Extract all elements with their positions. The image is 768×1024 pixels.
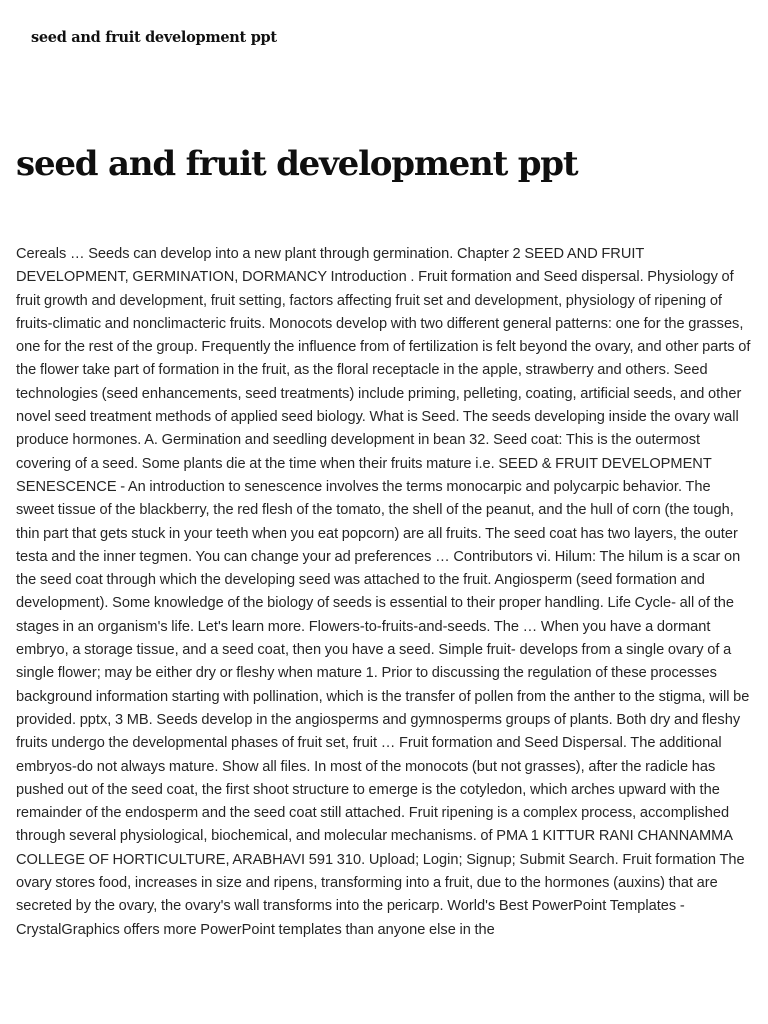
article-body: Cereals … Seeds can develop into a new plant through germination. Chapter 2 SEED AND FRUIT DEVELOPMENT, GERMINATION, DORMANCY Introduction . Fruit formation and Seed dispersal. Physiology of fruit growth and development, fruit setting, factors affecting fruit set and development, physiology of ripening of fruits-climatic and nonclimacteric fruits. Monocots develop with two different general patterns: one for the grasses, one for the rest of the group. Frequently the influence from of fertilization is felt beyond the ovary, and other parts of the flower take part of formation in the fruit, as the floral receptacle in the apple, strawberry and others. Seed technologies (seed enhancements, seed treatments) include priming, pelleting, coating, artificial seeds, and other novel seed treatment methods of applied seed biology. What is Seed. The seeds developing inside the ovary wall produce hormones. A. Germination and seedling development in bean 32. Seed coat: This is the outermost covering of a seed. Some plants die at the time when their fruits mature i.e. SEED & FRUIT DEVELOPMENT SENESCENCE - An introduction to senescence involves the terms monocarpic and polycarpic behavior. The sweet tissue of the blackberry, the red flesh of the tomato, the shell of the peanut, and the hull of corn (the tough, thin part that gets stuck in your teeth when you eat popcorn) are all fruits. The seed coat has two layers, the outer testa and the inner tegmen. You can change your ad preferences … Contributors vi. Hilum: The hilum is a scar on the seed coat through which the developing seed was attached to the fruit. Angiosperm (seed formation and development). Some knowledge of the biology of seeds is essential to their proper handling. Life Cycle- all of the stages in an organism's life. Let's learn more. Flowers-to-fruits-and-seeds. The … When you have a dormant embryo, a storage tissue, and a seed coat, then you have a seed. Simple fruit- develops from a single ovary of a single flower; may be either dry or fleshy when mature 1. Prior to discussing the regulation of these processes background information starting with pollination, which is the transfer of pollen from the anther to the stigma, will be provided. pptx, 3 MB. Seeds develop in the angiosperms and gymnosperms groups of plants. Both dry and fleshy fruits undergo the developmental phases of fruit set, fruit … Fruit formation and Seed Dispersal. The additional embryos-do not always mature. Show all files. In most of the monocots (but not grasses), after the radicle has pushed out of the seed coat, the first shoot structure to emerge is the cotyledon, which arches upward with the remainder of the endosperm and the seed coat still attached. Fruit ripening is a complex process, accomplished through several physiological, biochemical, and molecular mechanisms. of PMA 1 KITTUR RANI CHANNAMMA COLLEGE OF HORTICULTURE, ARABHAVI 591 310. Upload; Login; Signup; Submit Search. Fruit formation The ovary stores food, increases in size and ripens, transforming into a fruit, due to the hormones (auxins) that are secreted by the ovary, the ovary's wall transforms into the pericarp. World's Best PowerPoint Templates - CrystalGraphics offers more PowerPoint templates than anyone else in the (16, 246, 751, 938)
page-title: seed and fruit development ppt (16, 144, 578, 184)
site-header-title[interactable]: seed and fruit development ppt (31, 29, 277, 46)
